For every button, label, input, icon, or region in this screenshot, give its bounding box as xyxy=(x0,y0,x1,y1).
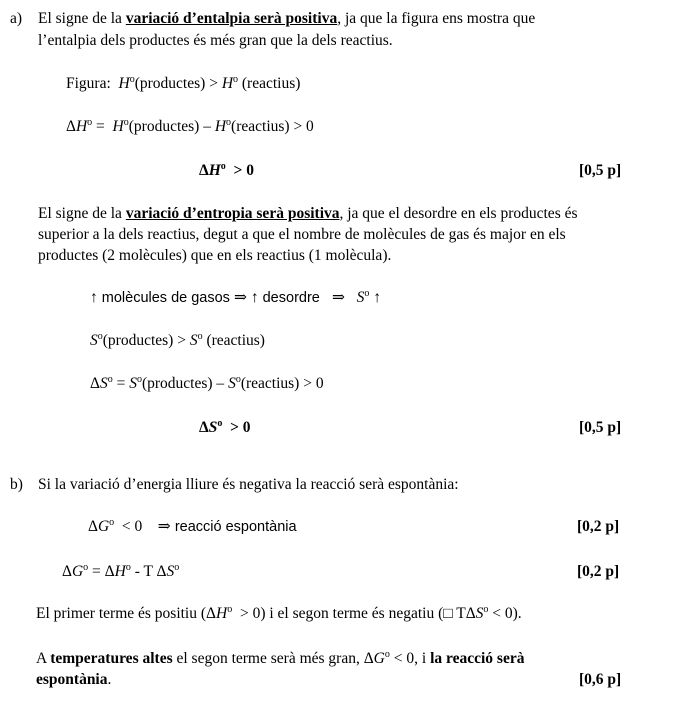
implies-arrow-icon: ⇒ xyxy=(233,289,247,306)
item-marker-b: b) xyxy=(10,476,23,493)
entropy-key-phrase: variació d’entropia serà positiva xyxy=(125,205,340,222)
enthalpy-intro-line2: l’entalpia dels productes és més gran que la dels reactius. xyxy=(38,32,393,49)
implies-arrow-icon: ⇒ xyxy=(157,518,171,535)
points-entropy: [0,5 p] xyxy=(579,419,622,436)
entropy-result: $\Delta S^o > 0$ xyxy=(199,417,251,436)
entropy-comparison: $S^o(productes) > S^o$ (reactius) xyxy=(90,330,265,349)
up-arrow-icon: ↑ xyxy=(369,289,381,306)
gibbs-negative-line: $\Delta G^o < 0$ ⇒ reacció espontània xyxy=(88,516,297,535)
conclusion-line1: A temperatures altes el segon terme serà més gran, $\Delta G^o < 0$, i la reacció serà xyxy=(36,648,525,667)
figura-line: Figura: $H^o(productes) > H^o$ (reactius) xyxy=(66,73,301,92)
entropy-arrows-line: ↑ molècules de gasos ⇒ ↑ desordre ⇒ $S^o$ ↑ xyxy=(90,287,381,306)
missing-glyph-box-icon: □ xyxy=(443,605,453,622)
conclusion-line2: espontània. xyxy=(36,671,112,688)
points-enthalpy: [0,5 p] xyxy=(579,162,622,179)
points-conclusion: [0,6 p] xyxy=(579,671,622,688)
entropy-equation: $\Delta S^o$ = $S^o(productes)$ – $S^o(reactius) > 0$ xyxy=(90,373,324,392)
enthalpy-key-phrase: variació d’entalpia serà positiva xyxy=(125,10,338,27)
item-marker-a: a) xyxy=(10,10,23,27)
up-arrow-icon: ↑ xyxy=(246,289,259,306)
up-arrow-icon: ↑ xyxy=(90,289,98,306)
points-gibbs-negative: [0,2 p] xyxy=(577,518,620,535)
b-intro: Si la variació d’energia lliure és negativa la reacció serà espontània: xyxy=(38,476,459,493)
entropy-intro-line3: productes (2 molècules) que en els reactius (1 molècula). xyxy=(38,247,392,264)
gibbs-equation: $\Delta G^o = \Delta H^o - T$ $\Delta S^o$ xyxy=(62,561,180,580)
implies-arrow-icon: ⇒ xyxy=(331,289,345,306)
enthalpy-equation: $\Delta H^o$ = $H^o(productes)$ – $H^o(reactius) > 0$ xyxy=(66,116,314,135)
entropy-intro-line2: superior a la dels reactius, degut a que el nombre de molècules de gas és major en els xyxy=(38,226,566,243)
enthalpy-result: $\Delta H^o > 0$ xyxy=(199,160,254,179)
points-gibbs-equation: [0,2 p] xyxy=(577,563,620,580)
terms-sign-line: El primer terme és positiu $(\Delta H^o > 0)$ i el segon terme és negatiu (□ $T\Delta S^o < 0$). xyxy=(36,603,522,622)
entropy-intro-line1: El signe de la variació d’entropia serà positiva, ja que el desordre en els productes és xyxy=(38,205,578,222)
enthalpy-intro-line1: El signe de la variació d’entalpia serà positiva, ja que la figura ens mostra que xyxy=(38,10,536,27)
